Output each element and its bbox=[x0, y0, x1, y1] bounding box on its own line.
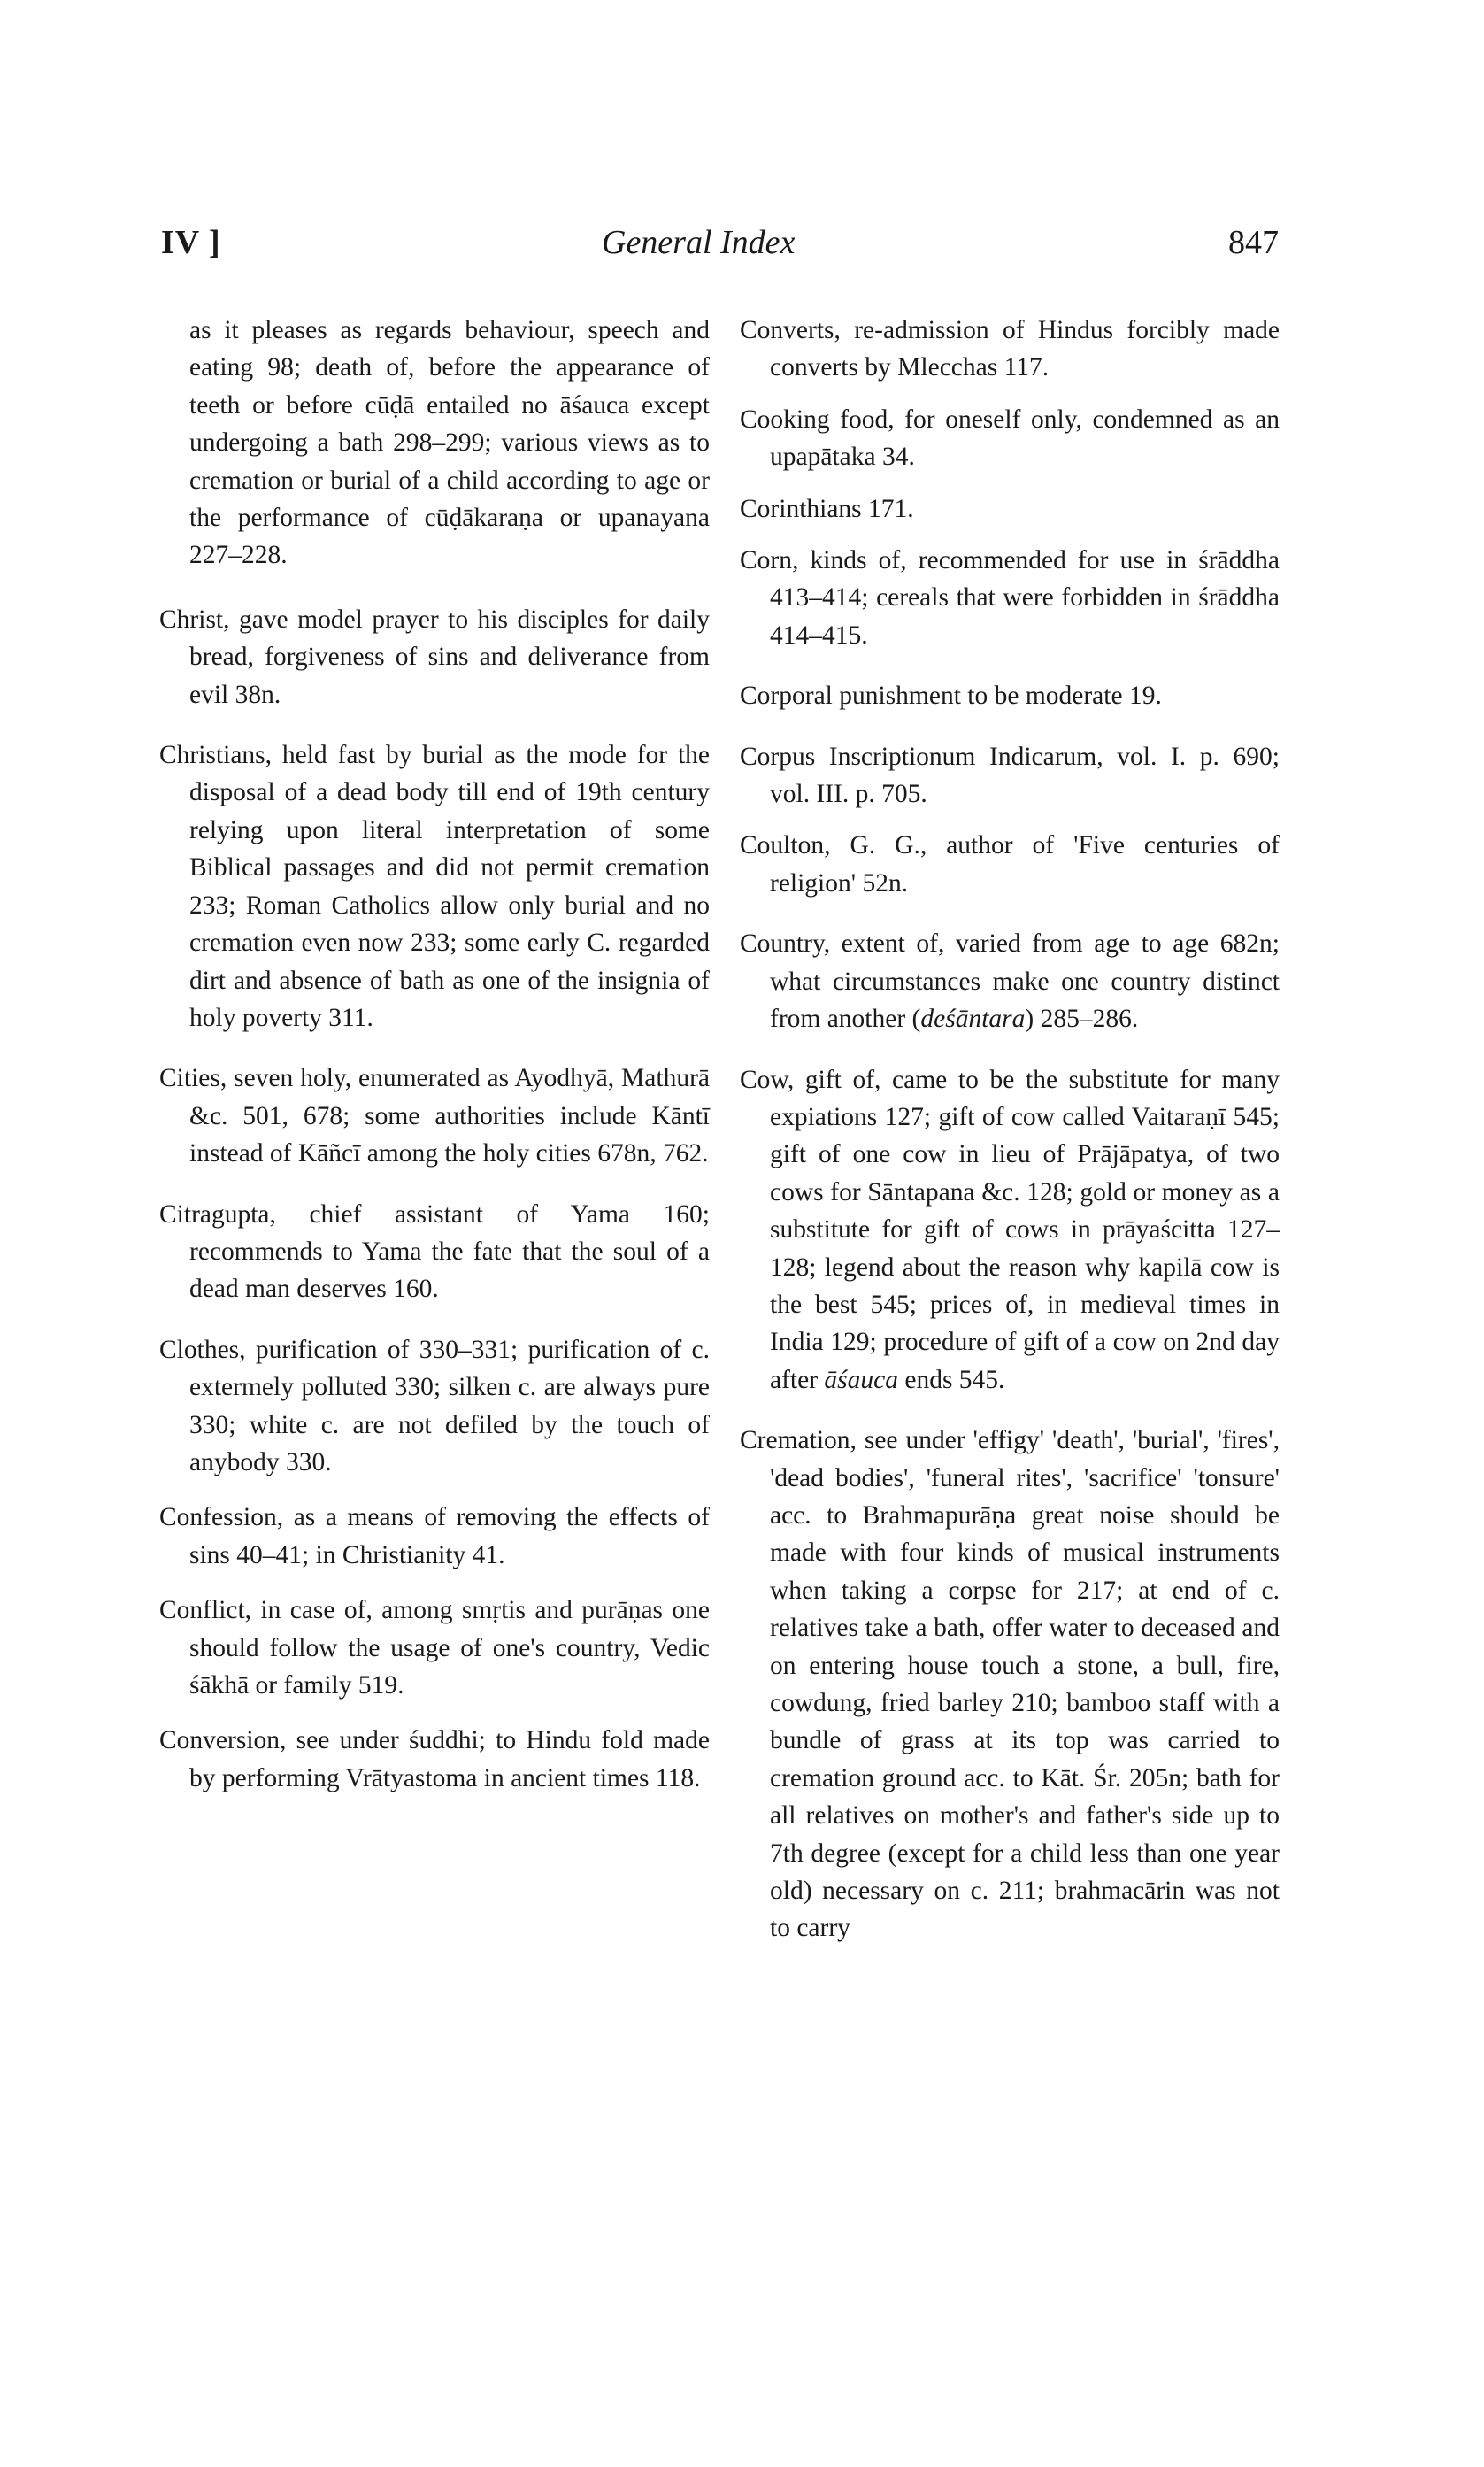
index-text: author of 'Five centuries of religion' 52n. bbox=[770, 831, 1280, 898]
index-term: Corpus Inscriptionum Indicarum, bbox=[740, 742, 1103, 771]
index-text: held fast by burial as the mode for the disposal of a dead body till end of 19th century relying upon literal interpretation of some Biblical passages and did not permit cremation 233; Roman Catholics allow only burial and no cremation even now 233; some early C. regarded dirt and absence of bath as one of the insignia of holy poverty 311. bbox=[189, 741, 710, 1032]
index-text: vol. I. p. 690; vol. III. p. 705. bbox=[770, 742, 1280, 809]
index-column-right bbox=[740, 312, 1280, 1962]
index-text: kinds of, recommended for use in śrāddha 413–414; cereals that were forbidden in śrāddha 414–415. bbox=[770, 546, 1280, 650]
page-number: 847 bbox=[1228, 224, 1279, 261]
index-term: Coulton, G. G., bbox=[740, 831, 927, 860]
index-term: Citragupta, bbox=[159, 1199, 276, 1229]
index-entry bbox=[740, 542, 1280, 654]
index-text: to be moderate 19. bbox=[960, 682, 1162, 711]
index-entry bbox=[159, 1499, 710, 1574]
index-text: extent of, varied from age to age 682n; what circumstances make one country distinct from another ( bbox=[770, 929, 1280, 1034]
index-entry bbox=[740, 490, 1280, 528]
index-entry bbox=[159, 1331, 710, 1482]
index-text: chief assistant of Yama 160; recommends to Yama the fate that the soul of a dead man deserves 160. bbox=[189, 1199, 710, 1304]
index-term: Corinthians bbox=[740, 494, 862, 523]
index-text: as a means of removing the effects of sins 40–41; in Christianity 41. bbox=[189, 1503, 710, 1569]
index-text: re-admission of Hindus forcibly made converts by Mlecchas 117. bbox=[770, 316, 1280, 382]
index-term: Cow, bbox=[740, 1065, 795, 1094]
index-entry bbox=[159, 736, 710, 1037]
index-term: Cooking food, bbox=[740, 405, 895, 434]
index-text: purification of 330–331; purification of c. extermely polluted 330; silken c. are always pure 330; white c. are not defiled by the touch of anybody 330. bbox=[189, 1335, 710, 1476]
index-entry bbox=[740, 925, 1280, 1037]
index-text: see under śuddhi; to Hindu fold made by performing Vrātyastoma in ancient times 118. bbox=[189, 1726, 710, 1792]
index-term: Christ, bbox=[159, 605, 230, 634]
index-italic-term: āśauca bbox=[824, 1365, 898, 1394]
index-entry bbox=[740, 312, 1280, 387]
index-term: Converts, bbox=[740, 316, 841, 344]
index-text-after: ends 545. bbox=[897, 1365, 1005, 1394]
index-italic-term: deśāntara bbox=[920, 1005, 1026, 1034]
index-text: 171. bbox=[861, 494, 914, 523]
index-term: Corn, bbox=[740, 546, 799, 575]
index-text: see under 'effigy' 'death', 'burial', 'fires', 'dead bodies', 'funeral rites', 'sacrifice' 'tonsure' acc. to Brahmapurāṇa great noise should be made with four kinds of musical instruments when taking a corpse for 217; at end of c. relatives take a bath, offer water to deceased and on entering house touch a stone, a bull, fire, cowdung, fried barley 210; bamboo staff with a bundle of grass at its top was carried to cremation ground acc. to Kāt. Śr. 205n; bath for all relatives on mother's and father's side up to 7th degree (except for a child less than one year old) necessary on c. 211; brahmacārin was not to carry bbox=[770, 1426, 1280, 1943]
index-term: Corporal punishment bbox=[740, 682, 961, 711]
index-entry bbox=[740, 677, 1280, 714]
index-column-left bbox=[159, 312, 710, 1818]
index-entry bbox=[740, 738, 1280, 813]
index-text: seven holy, enumerated as Ayodhyā, Mathurā &c. 501, 678; some authorities include Kāntī instead of Kāñcī among the holy cities 678n, 762. bbox=[189, 1064, 710, 1168]
part-label: IV ] bbox=[161, 224, 221, 261]
page-title: General Index bbox=[602, 224, 796, 261]
index-text: for oneself only, condemned as an upapātaka 34. bbox=[770, 405, 1280, 472]
index-text: gift of, came to be the substitute for many expiations 127; gift of cow called Vaitaraṇī 545; gift of one cow in lieu of Prājāpatya, of two cows for Sāntapana &c. 128; gold or money as a substitute for gift of cows in prāyaścitta 127–128; legend about the reason why kapilā cow is the best 545; prices of, in medieval times in India 129; procedure of gift of a cow on 2nd day after bbox=[770, 1065, 1280, 1394]
index-entry bbox=[159, 1592, 710, 1704]
index-entry bbox=[740, 1422, 1280, 1947]
index-term: Confession, bbox=[159, 1503, 284, 1532]
index-entry bbox=[740, 827, 1280, 902]
index-text-after: ) 285–286. bbox=[1025, 1005, 1139, 1034]
index-term: Conflict, bbox=[159, 1596, 252, 1625]
index-term: Clothes, bbox=[159, 1335, 246, 1364]
index-term: Country, bbox=[740, 929, 831, 959]
running-header bbox=[0, 223, 1484, 276]
index-entry bbox=[740, 1061, 1280, 1399]
index-entry bbox=[159, 1722, 710, 1797]
index-term: Cremation, bbox=[740, 1426, 857, 1455]
index-entry-continuation: as it pleases as regards behaviour, speech and eating 98; death of, before the appearance of teeth or before cūḍā entailed no āśauca except undergoing a bath 298–299; various views as to cremation or burial of a child according to age or the performance of cūḍākaraṇa or upanayana 227–228. bbox=[189, 316, 710, 570]
index-text: gave model prayer to his disciples for daily bread, forgiveness of sins and deliverance from evil 38n. bbox=[189, 605, 710, 709]
index-entry bbox=[159, 1196, 710, 1308]
index-term: Conversion, bbox=[159, 1726, 287, 1755]
index-entry bbox=[159, 1060, 710, 1172]
index-entry bbox=[740, 401, 1280, 476]
index-term: Cities, bbox=[159, 1064, 227, 1093]
index-entry bbox=[159, 601, 710, 713]
index-text: in case of, among smṛtis and purāṇas one should follow the usage of one's country, Vedic śākhā or family 519. bbox=[189, 1596, 710, 1700]
index-term: Christians, bbox=[159, 741, 273, 770]
